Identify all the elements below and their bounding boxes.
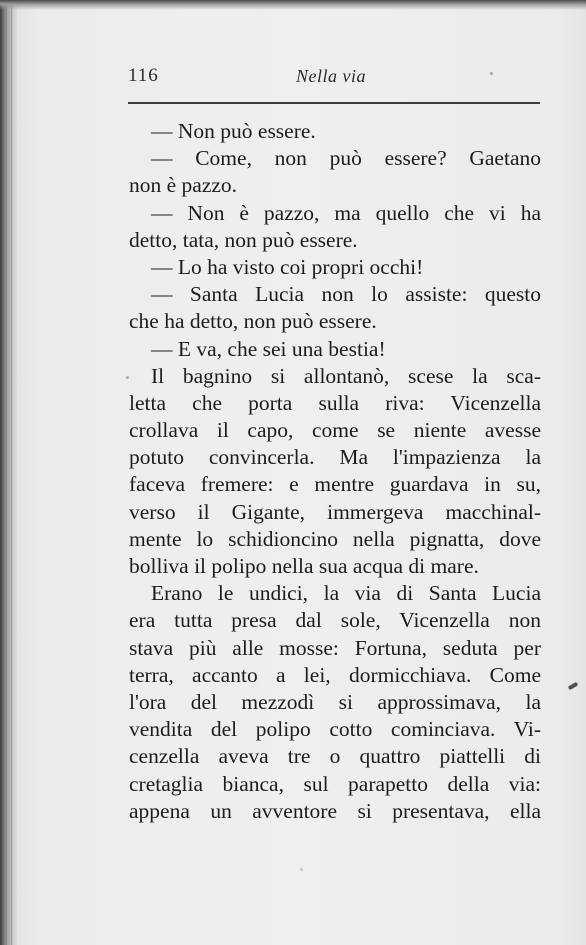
text-line: letta che porta sulla riva: Vicenzella xyxy=(129,390,541,415)
text-line: l'ora del mezzodì si approssimava, la xyxy=(129,689,541,714)
binding-edge-line xyxy=(6,0,7,945)
page-number: 116 xyxy=(128,65,159,86)
text-line: Il bagnino si allontanò, scese la sca- xyxy=(151,363,541,388)
text-line: — Santa Lucia non lo assiste: questo xyxy=(151,282,541,307)
text-line: crollava il capo, come se niente avesse xyxy=(129,418,541,443)
text-line: — Non è pazzo, ma quello che vi ha xyxy=(151,200,541,225)
text-line: Erano le undici, la via di Santa Lucia xyxy=(151,581,541,606)
text-line: bolliva il polipo nella sua acqua di mare. xyxy=(129,554,479,578)
paper-speck xyxy=(300,868,303,871)
text-line: appena un avventore si presentava, ella xyxy=(129,798,541,823)
text-line: faceva fremere: e mentre guardava in su, xyxy=(129,472,541,497)
text-line: — Lo ha visto coi propri occhi! xyxy=(151,254,424,279)
text-line: cretaglia bianca, sul parapetto della via: xyxy=(129,771,541,796)
text-line: stava più alle mosse: Fortuna, seduta per xyxy=(129,635,541,660)
text-line: — Come, non può essere? Gaetano xyxy=(151,146,541,171)
paper-speck xyxy=(126,376,129,379)
text-line: era tutta presa dal sole, Vicenzella non xyxy=(129,608,541,633)
body-text xyxy=(129,118,541,825)
running-head xyxy=(128,62,540,92)
text-line: vendita del polipo cotto cominciava. Vi- xyxy=(129,717,541,742)
text-line: non è pazzo. xyxy=(129,173,238,198)
text-line: — E va, che sei una bestia! xyxy=(151,336,386,361)
binding-edge-line xyxy=(11,0,12,945)
paper-speck xyxy=(490,72,493,75)
text-line: terra, accanto a lei, dormicchiava. Come xyxy=(129,662,541,687)
text-line: potuto convincerla. Ma l'impazienza la xyxy=(129,445,541,470)
running-title: Nella via xyxy=(296,66,366,86)
text-line: mente lo schidioncino nella pignatta, dove xyxy=(129,526,541,551)
text-line: che ha detto, non può essere. xyxy=(129,309,377,334)
text-line: verso il Gigante, immergeva macchinal- xyxy=(129,499,541,524)
page-top-edge xyxy=(0,0,586,10)
header-rule xyxy=(128,102,540,104)
text-line: detto, tata, non può essere. xyxy=(129,227,358,252)
book-binding-shadow xyxy=(0,0,18,945)
text-line: — Non può essere. xyxy=(151,119,316,143)
paper-mark xyxy=(568,682,579,690)
text-line: cenzella aveva tre o quattro piattelli di xyxy=(129,744,541,769)
